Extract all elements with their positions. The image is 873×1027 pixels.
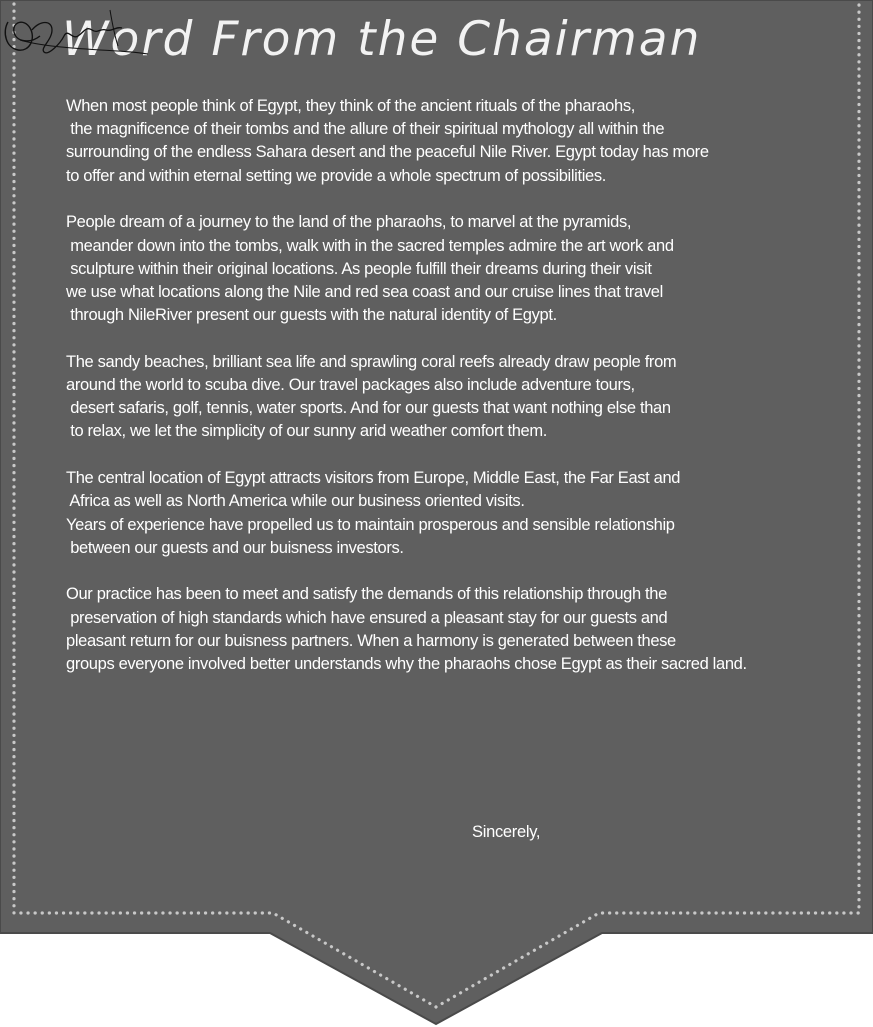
paragraph-line: Our practice has been to meet and satisfy the demands of this relationship through the: [66, 585, 667, 604]
paragraph-line: People dream of a journey to the land of the pharaohs, to marvel at the pyramids,: [66, 213, 632, 232]
paragraph-line: preservation of high standards which have ensured a pleasant stay for our guests and: [66, 608, 668, 627]
paragraph-line: the magnificence of their tombs and the allure of their spiritual mythology all within the: [66, 120, 665, 139]
letter-body: [66, 95, 826, 700]
paragraph-line: groups everyone involved better understands why the pharaohs chose Egypt as their sacred land.: [66, 655, 747, 674]
paragraph-line: we use what locations along the Nile and red sea coast and our cruise lines that travel: [66, 282, 663, 301]
letter-paragraph: [66, 467, 826, 560]
paragraph-line: sculpture within their original locations. As people fulfill their dreams during their visit: [66, 259, 652, 278]
paragraph-line: pleasant return for our buisness partners. When a harmony is generated between these: [66, 631, 676, 650]
paragraph-line: between our guests and our buisness investors.: [66, 538, 404, 557]
paragraph-line: The sandy beaches, brilliant sea life and sprawling coral reefs already draw people from: [66, 352, 677, 371]
letter-paragraph: [66, 583, 826, 676]
paragraph-line: Years of experience have propelled us to maintain prosperous and sensible relationship: [66, 515, 675, 534]
paragraph-line: desert safaris, golf, tennis, water sports. And for our guests that want nothing else than: [66, 399, 671, 418]
letter-paragraph: [66, 351, 826, 444]
page-title: Word From the Chairman: [62, 12, 702, 67]
paragraph-line: surrounding of the endless Sahara desert and the peaceful Nile River. Egypt today has more: [66, 143, 709, 162]
paragraph-line: to relax, we let the simplicity of our sunny arid weather comfort them.: [66, 422, 548, 441]
letter-paragraph: [66, 95, 826, 188]
paragraph-line: through NileRiver present our guests with the natural identity of Egypt.: [66, 306, 557, 325]
paragraph-line: The central location of Egypt attracts visitors from Europe, Middle East, the Far East and: [66, 469, 681, 488]
signature-icon: [0, 0, 150, 62]
letter-paragraph: [66, 211, 826, 327]
paragraph-line: meander down into the tombs, walk with in the sacred temples admire the art work and: [66, 236, 674, 255]
paragraph-line: to offer and within eternal setting we provide a whole spectrum of possibilities.: [66, 166, 606, 185]
paragraph-line: Africa as well as North America while our business oriented visits.: [66, 492, 525, 511]
paragraph-line: When most people think of Egypt, they think of the ancient rituals of the pharaohs,: [66, 97, 635, 115]
paragraph-line: around the world to scuba dive. Our travel packages also include adventure tours,: [66, 376, 635, 395]
closing-text: Sincerely,: [472, 823, 541, 841]
